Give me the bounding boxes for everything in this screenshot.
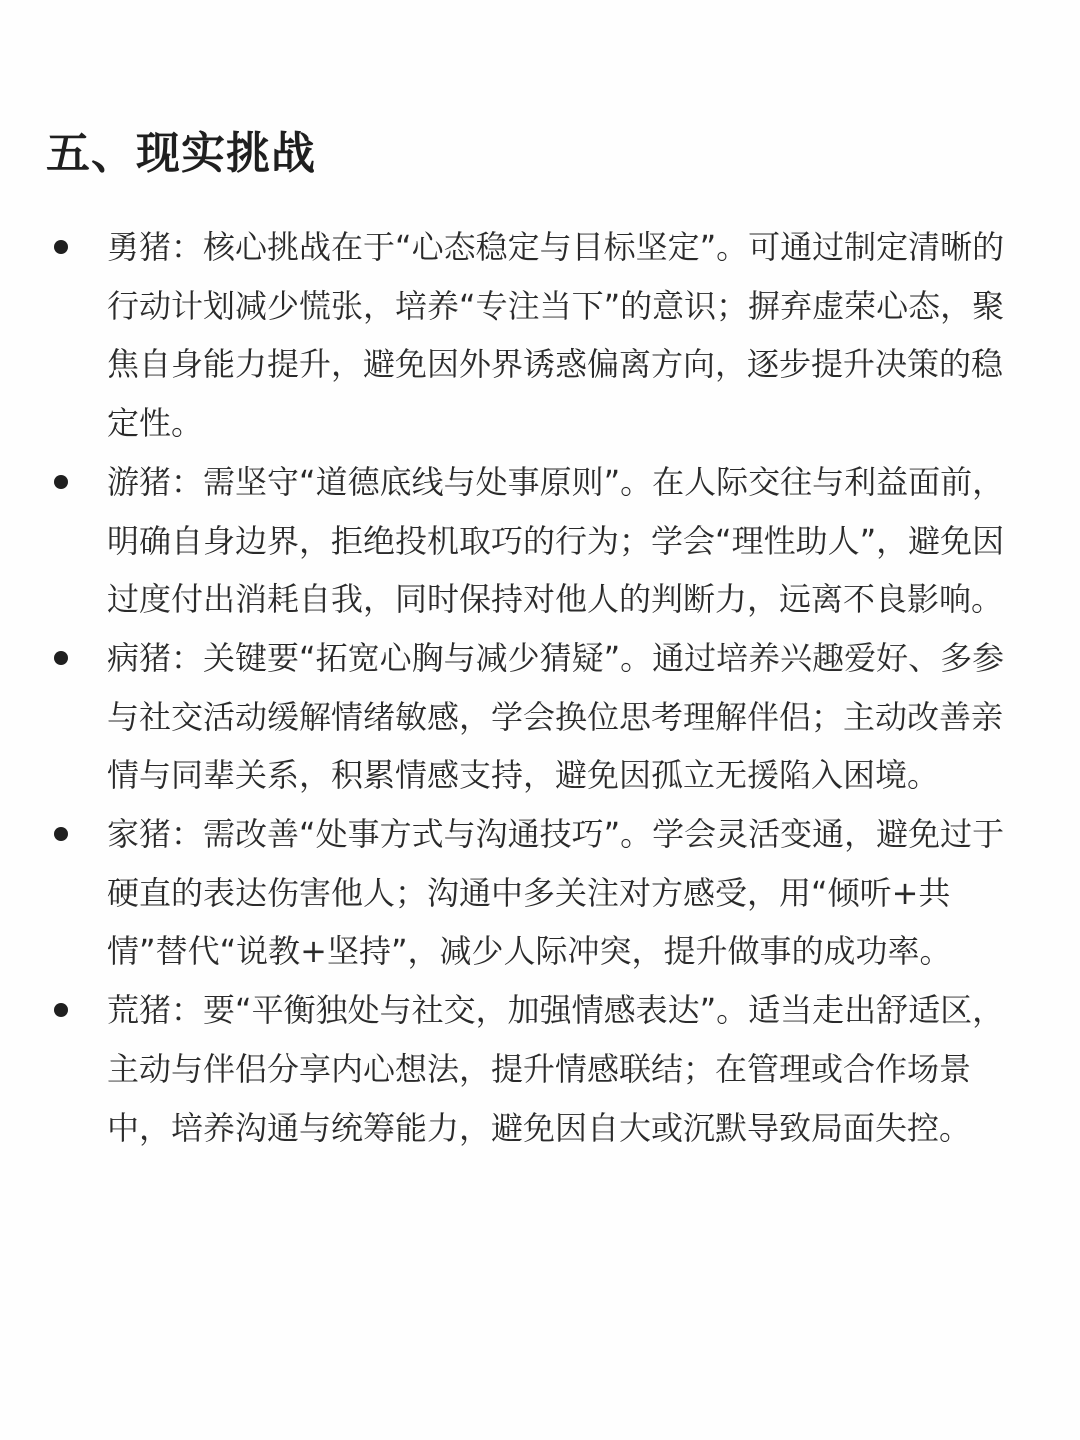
list-item-wild-pig <box>0 981 1080 1157</box>
list-item-domestic-pig <box>0 805 1080 981</box>
list-item-text: 勇猪：核心挑战在于“心态稳定与目标坚定”。可通过制定清晰的行动计划减少慌张，培养“专注当下”的意识；摒弃虚荣心态，聚焦自身能力提升，避免因外界诱惑偏离方向，逐步提升决策的稳定性。 <box>107 228 1005 443</box>
challenge-list <box>0 218 1080 1157</box>
list-item-text: 家猪：需改善“处事方式与沟通技巧”。学会灵活变通，避免过于硬直的表达伤害他人；沟通中多关注对方感受，用“倾听+共情”替代“说教+坚持”，减少人际冲突，提升做事的成功率。 <box>107 815 1005 971</box>
page-title: 五、现实挑战 <box>46 128 316 179</box>
bullet-icon <box>54 475 68 489</box>
list-item-text: 游猪：需坚守“道德底线与处事原则”。在人际交往与利益面前，明确自身边界，拒绝投机取巧的行为；学会“理性助人”，避免因过度付出消耗自我，同时保持对他人的判断力，远离不良影响。 <box>107 462 1005 619</box>
list-item-wandering-pig <box>0 453 1080 629</box>
bullet-icon <box>54 240 68 254</box>
bullet-icon <box>54 651 68 665</box>
bullet-icon <box>54 1003 68 1017</box>
list-item-sick-pig <box>0 629 1080 805</box>
list-item-brave-pig <box>0 218 1080 453</box>
list-item-text: 荒猪：要“平衡独处与社交，加强情感表达”。适当走出舒适区，主动与伴侣分享内心想法，提升情感联结；在管理或合作场景中，培养沟通与统筹能力，避免因自大或沉默导致局面失控。 <box>107 991 1005 1147</box>
bullet-icon <box>54 827 68 841</box>
list-item-text: 病猪：关键要“拓宽心胸与减少猜疑”。通过培养兴趣爱好、多参与社交活动缓解情绪敏感，学会换位思考理解伴侣；主动改善亲情与同辈关系，积累情感支持，避免因孤立无援陷入困境。 <box>107 638 1005 795</box>
